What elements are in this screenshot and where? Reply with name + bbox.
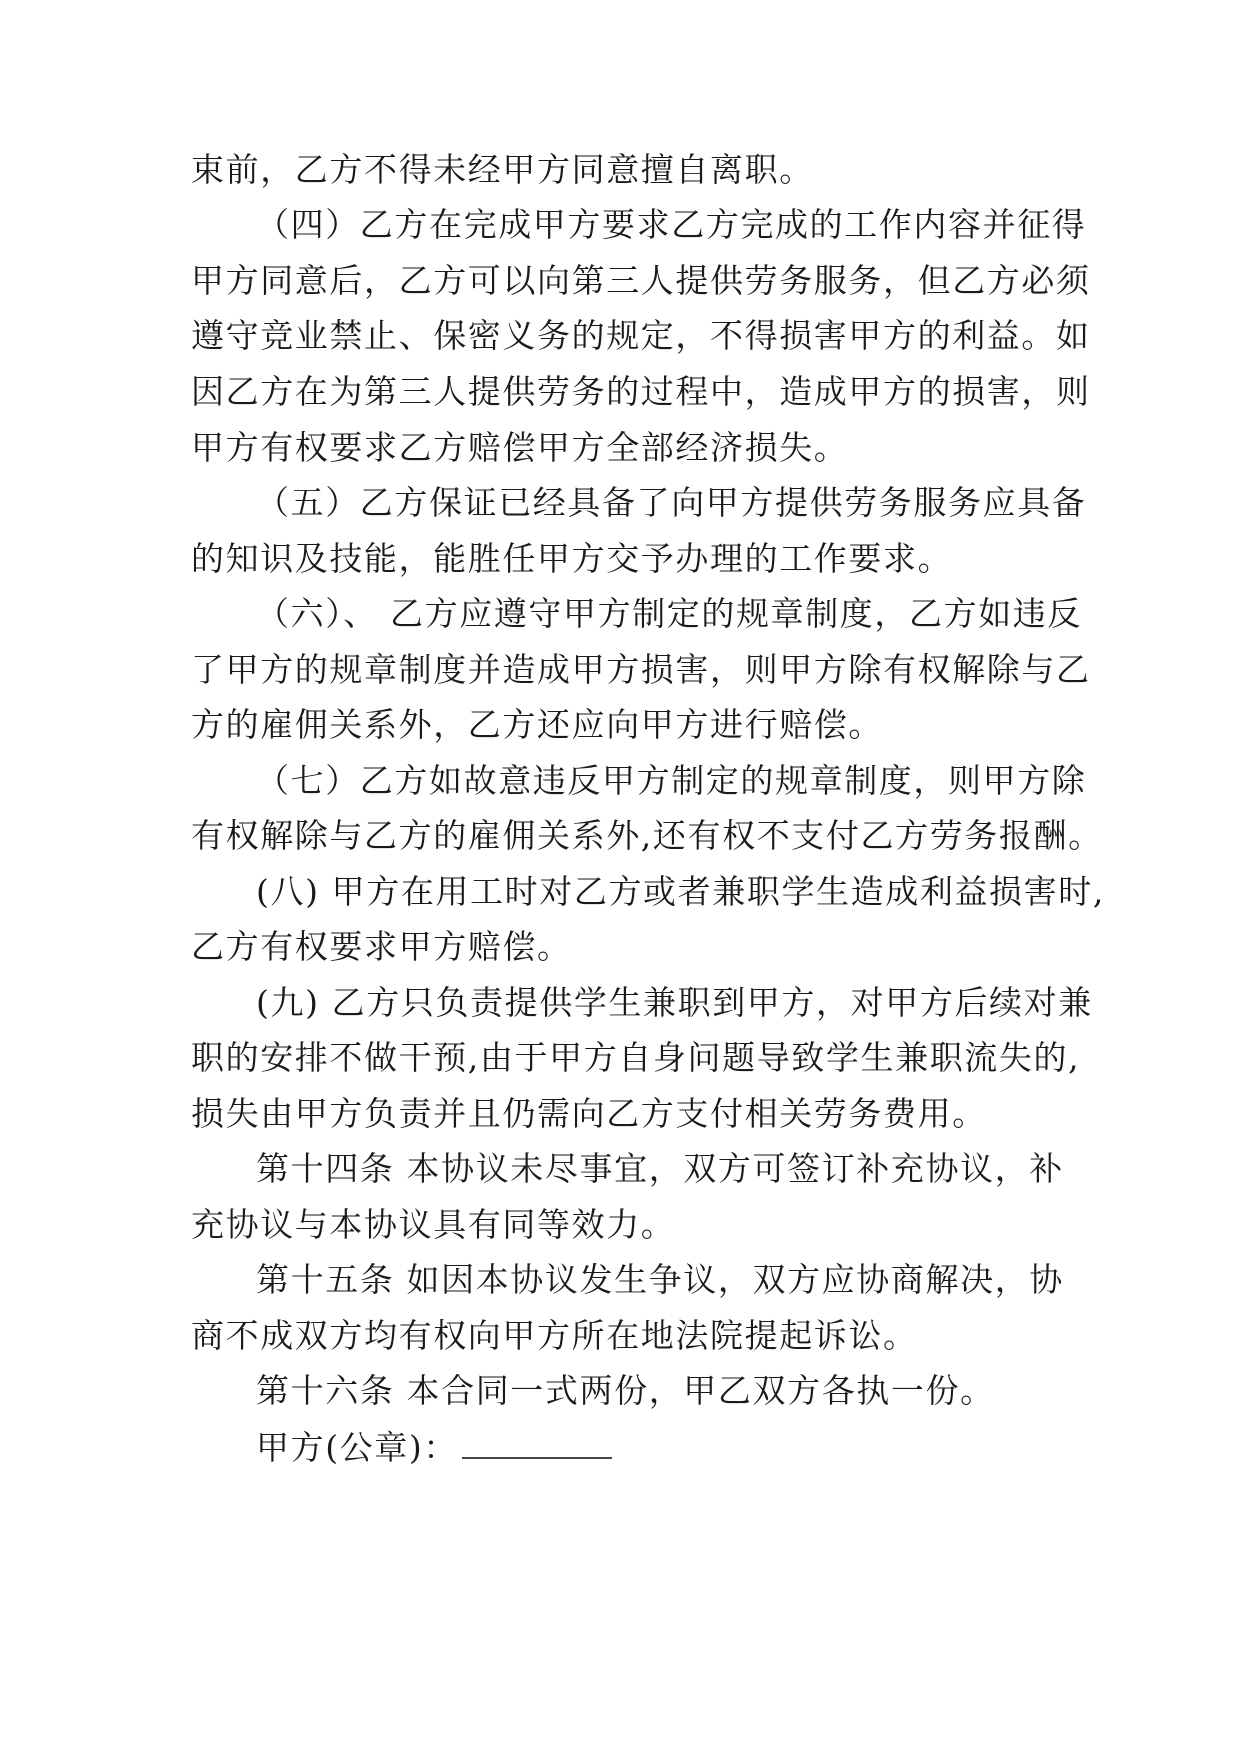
text-line: 束前，乙方不得未经甲方同意擅自离职。: [191, 150, 814, 189]
text-line: 甲方有权要求乙方赔偿甲方全部经济损失。: [191, 428, 849, 467]
text-line: 第十六条 本合同一式两份，甲乙双方各执一份。: [256, 1371, 995, 1410]
signature-blank: [462, 1427, 612, 1459]
text-line: 方的雇佣关系外，乙方还应向甲方进行赔偿。: [191, 705, 883, 744]
text-line: 有权解除与乙方的雇佣关系外,还有权不支付乙方劳务报酬。: [191, 816, 1103, 855]
text-line: （六）、 乙方应遵守甲方制定的规章制度，乙方如违反: [256, 594, 1082, 633]
text-line: 因乙方在为第三人提供劳务的过程中，造成甲方的损害，则: [191, 372, 1091, 411]
text-line: (九) 乙方只负责提供学生兼职到甲方，对甲方后续对兼: [256, 983, 1093, 1022]
text-line: 充协议与本协议具有同等效力。: [191, 1205, 676, 1244]
text-line: （四）乙方在完成甲方要求乙方完成的工作内容并征得: [256, 205, 1087, 244]
text-line: (八) 甲方在用工时对乙方或者兼职学生造成利益损害时,: [256, 872, 1105, 911]
text-line: 遵守竞业禁止、保密义务的规定，不得损害甲方的利益。如: [191, 316, 1091, 355]
text-line: 了甲方的规章制度并造成甲方损害，则甲方除有权解除与乙: [191, 650, 1091, 689]
signature-line: [256, 1427, 1051, 1467]
signature-label: 甲方(公章)：: [256, 1428, 458, 1467]
text-line: 甲方同意后，乙方可以向第三人提供劳务服务，但乙方必须: [191, 261, 1091, 300]
text-line: （五）乙方保证已经具备了向甲方提供劳务服务应具备: [256, 483, 1087, 522]
text-line: 乙方有权要求甲方赔偿。: [191, 927, 572, 966]
text-line: 职的安排不做干预,由于甲方自身问题导致学生兼职流失的,: [191, 1038, 1081, 1077]
text-line: 的知识及技能，能胜任甲方交予办理的工作要求。: [191, 539, 953, 578]
text-line: 商不成双方均有权向甲方所在地法院提起诉讼。: [191, 1316, 918, 1355]
text-line: （七）乙方如故意违反甲方制定的规章制度，则甲方除: [256, 761, 1087, 800]
text-line: 第十五条 如因本协议发生争议，双方应协商解决，协: [256, 1260, 1064, 1299]
text-line: 损失由甲方负责并且仍需向乙方支付相关劳务费用。: [191, 1094, 987, 1133]
text-line: 第十四条 本协议未尽事宜，双方可签订补充协议，补: [256, 1149, 1064, 1188]
